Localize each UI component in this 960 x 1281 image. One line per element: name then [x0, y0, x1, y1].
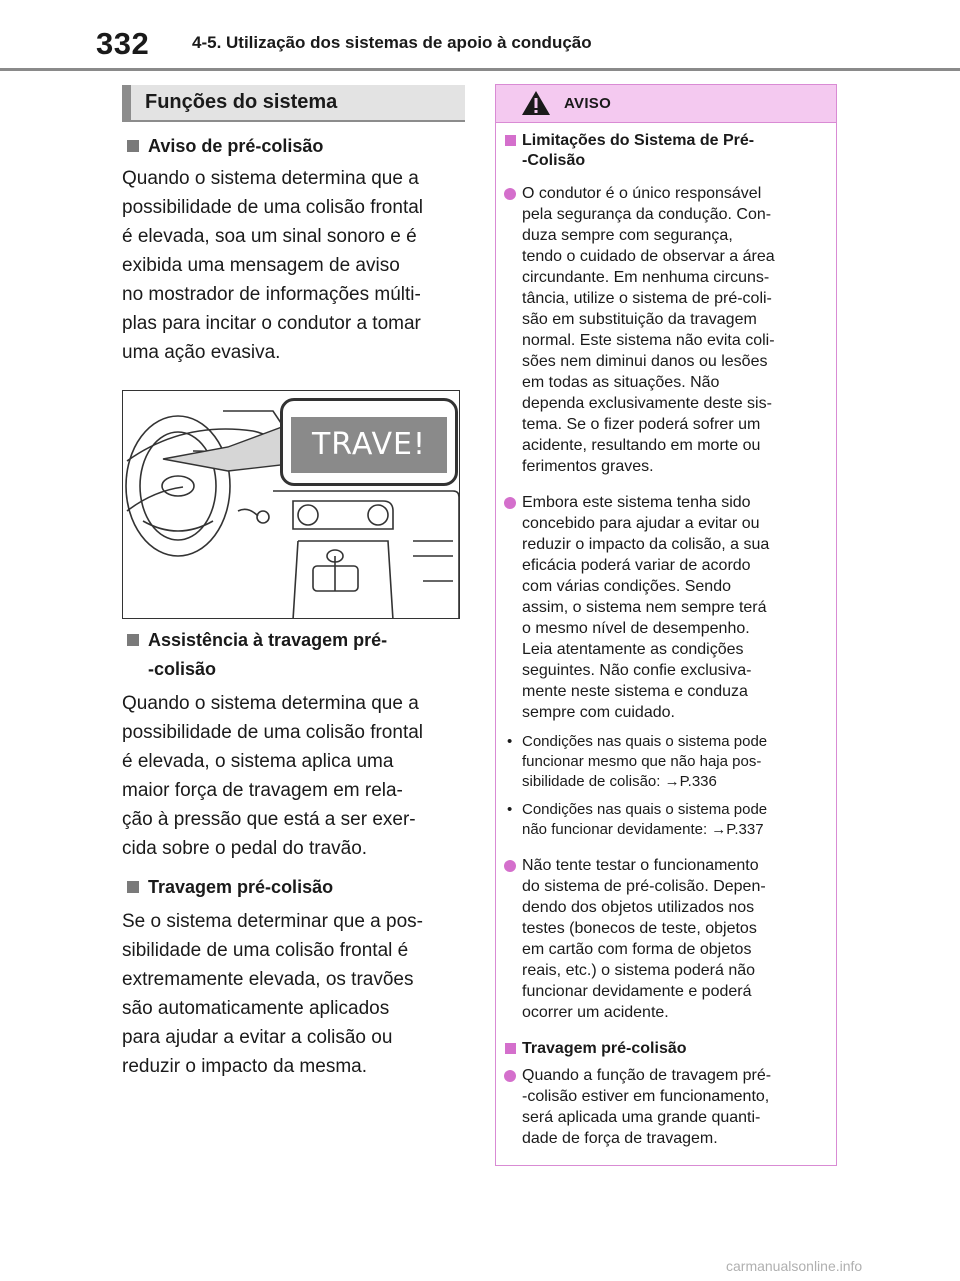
subheading-text-line: Assistência à travagem pré- [148, 630, 388, 650]
text-line: eficácia poderá variar de acordo [522, 557, 751, 574]
warning-triangle-icon [520, 89, 552, 117]
square-bullet-icon [505, 135, 516, 146]
text-line: são em substituição da travagem [522, 311, 757, 328]
text-line: tema. Se o fizer poderá sofrer um [522, 416, 761, 433]
warning-bullet-conditions-operate [496, 732, 836, 792]
text-line: dade de força de travagem. [522, 1130, 718, 1147]
subheading-pre-collision-braking [122, 873, 465, 902]
chapter-title: 4-5. Utilização dos sistemas de apoio à condução [192, 33, 592, 52]
text-line: plas para incitar o condutor a tomar [122, 313, 421, 334]
text-line: testes (bonecos de teste, objetos [522, 920, 757, 937]
square-bullet-icon [127, 140, 139, 152]
warning-subheading-braking [496, 1039, 836, 1059]
text-line: concebido para ajudar a evitar ou [522, 515, 760, 532]
text-line: funcionar devidamente e poderá [522, 983, 752, 1000]
subheading-brake-assist [122, 626, 465, 684]
text-line: Leia atentamente as condições [522, 641, 744, 658]
page-reference-link[interactable]: sibilidade de colisão: →P.336 [522, 773, 717, 790]
text-line: possibilidade de uma colisão frontal [122, 722, 424, 743]
text-line: seguintes. Não confie exclusiva- [522, 662, 752, 679]
square-bullet-icon [505, 1043, 516, 1054]
text-line: funcionar mesmo que não haja pos- [522, 753, 762, 770]
warning-bullet-conditions-fail [496, 800, 836, 840]
bullet-dot: • [507, 801, 513, 818]
text-line: acidente, resultando em morte ou [522, 437, 761, 454]
bullet-dot: • [507, 733, 513, 750]
watermark: carmanualsonline.info [726, 1258, 863, 1274]
text-line: no mostrador de informações múlti- [122, 284, 421, 305]
warning-title: AVISO [564, 95, 612, 112]
text-line: reais, etc.) o sistema poderá não [522, 962, 756, 979]
square-bullet-icon [127, 881, 139, 893]
subheading-pre-collision-warning [122, 132, 465, 161]
text-line: Não tente testar o funcionamento [522, 857, 759, 874]
text-line: é elevada, soa um sinal sonoro e é [122, 226, 417, 247]
text-line: cida sobre o pedal do travão. [122, 838, 368, 859]
display-callout [280, 398, 458, 486]
warning-subheading-limitations [496, 131, 836, 171]
square-bullet-icon [127, 634, 139, 646]
text-line: Embora este sistema tenha sido [522, 494, 751, 511]
text-line: normal. Este sistema não evita coli- [522, 332, 775, 349]
text-line: em cartão com forma de objetos [522, 941, 752, 958]
text-line: Se o sistema determinar que a pos- [122, 911, 423, 932]
section-title: Funções do sistema [122, 85, 465, 122]
text-line: assim, o sistema nem sempre terá [522, 599, 767, 616]
text-line: possibilidade de uma colisão frontal [122, 197, 424, 218]
subheading-text: Aviso de pré-colisão [148, 136, 324, 156]
round-bullet-icon [504, 1070, 516, 1082]
text-line: são automaticamente aplicados [122, 998, 390, 1019]
header-rule [0, 68, 960, 71]
text-line: sibilidade de uma colisão frontal é [122, 940, 409, 961]
text-line: maior força de travagem em rela- [122, 780, 403, 801]
text-line: extremamente elevada, os travões [122, 969, 414, 990]
text-line: sempre com cuidado. [522, 704, 675, 721]
text-line: será aplicada uma grande quanti- [522, 1109, 761, 1126]
text-line: do sistema de pré-colisão. Depen- [522, 878, 766, 895]
text-line: dependa exclusivamente deste sis- [522, 395, 772, 412]
warning-subheading-line: Limitações do Sistema de Pré- [522, 132, 755, 149]
paragraph-pre-collision-warning [122, 164, 465, 367]
subheading-text-line: -colisão [148, 659, 217, 679]
text-line: dendo dos objetos utilizados nos [522, 899, 755, 916]
text-line: mente neste sistema e conduza [522, 683, 748, 700]
text-line: uma ação evasiva. [122, 342, 281, 363]
text-line: reduzir o impacto da mesma. [122, 1056, 367, 1077]
text-line: em todas as situações. Não [522, 374, 720, 391]
text-line: tendo o cuidado de observar a área [522, 248, 775, 265]
text-line: Quando o sistema determina que a [122, 168, 419, 189]
text-line: circundante. Em nenhuma circuns- [522, 269, 770, 286]
text-line: Quando o sistema determina que a [122, 693, 419, 714]
text-line: tância, utilize o sistema de pré-coli- [522, 290, 772, 307]
text-line: sões nem diminui danos ou lesões [522, 353, 768, 370]
warning-item-effectiveness [496, 492, 836, 723]
text-line: duza sempre com segurança, [522, 227, 733, 244]
round-bullet-icon [504, 860, 516, 872]
multi-information-display [291, 417, 447, 473]
text-line: ocorrer um acidente. [522, 1004, 669, 1021]
warning-subheading-line: -Colisão [522, 152, 586, 169]
display-message: TRAVE! [311, 427, 427, 462]
text-line: é elevada, o sistema aplica uma [122, 751, 394, 772]
page-number: 332 [96, 26, 150, 61]
warning-header [496, 85, 836, 123]
warning-item-driver-responsibility [496, 183, 836, 477]
text-line: exibida uma mensagem de aviso [122, 255, 400, 276]
warning-item-braking-force [496, 1065, 836, 1149]
text-line: O condutor é o único responsável [522, 185, 762, 202]
warning-subheading-line: Travagem pré-colisão [522, 1040, 687, 1057]
page-header [0, 0, 960, 74]
text-line: para ajudar a evitar a colisão ou [122, 1027, 393, 1048]
paragraph-brake-assist [122, 689, 465, 863]
left-column [122, 85, 465, 1081]
page-reference-link[interactable]: não funcionar devidamente: →P.337 [522, 821, 764, 838]
paragraph-pre-collision-braking [122, 907, 465, 1081]
text-line: o mesmo nível de desempenho. [522, 620, 750, 637]
subheading-text: Travagem pré-colisão [148, 877, 334, 897]
text-line: com várias condições. Sendo [522, 578, 731, 595]
text-line: -colisão estiver em funcionamento, [522, 1088, 770, 1105]
round-bullet-icon [504, 497, 516, 509]
text-line: ferimentos graves. [522, 458, 654, 475]
text-line: ção à pressão que está a ser exer- [122, 809, 416, 830]
text-line: pela segurança da condução. Con- [522, 206, 772, 223]
round-bullet-icon [504, 188, 516, 200]
text-line: Condições nas quais o sistema pode [522, 733, 768, 750]
text-line: Condições nas quais o sistema pode [522, 801, 768, 818]
warning-item-do-not-test [496, 855, 836, 1023]
warning-box [495, 84, 837, 1166]
text-line: Quando a função de travagem pré- [522, 1067, 772, 1084]
text-line: reduzir o impacto da colisão, a sua [522, 536, 770, 553]
